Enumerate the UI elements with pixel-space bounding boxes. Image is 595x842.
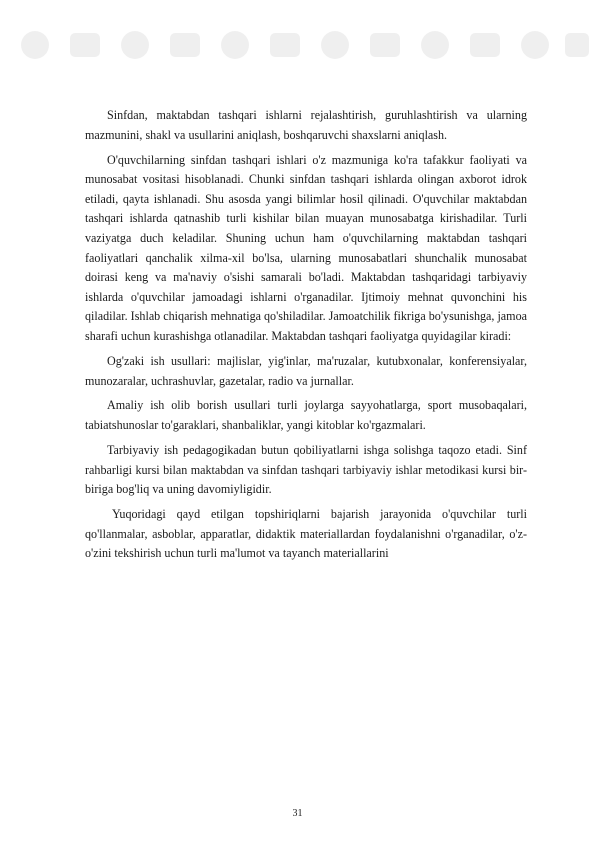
page-number: 31 (292, 808, 303, 819)
paragraph: Tarbiyaviy ish pedagogikadan butun qobiliyatlarni ishga solishga taqozo etadi. Sinf rahbarligi kursi bilan maktabdan va sinfdan tashqari tarbiyaviy ishlar metodikasi kursi bir-biriga bog'liq va uning davomiyligidir. (85, 443, 527, 497)
body-text (85, 106, 527, 569)
paragraph: Yuqoridagi qayd etilgan topshiriqlarni bajarish jarayonida o'quvchilar turli qo'llanmalar, asboblar, apparatlar, didaktik materiallardan foydalanishni o'rganadilar, o'z-o'zini tekshirish uchun turli ma'lumot va tayanch materiallarini (85, 507, 527, 561)
paragraph: Og'zaki ish usullari: majlislar, yig'inlar, ma'ruzalar, kutubxonalar, konferensiyalar, munozaralar, uchrashuvlar, gazetalar, radio va jurnallar. (85, 353, 527, 388)
paragraph: Amaliy ish olib borish usullari turli joylarga sayyohatlarga, sport musobaqalari, tabiatshunoslar to'garaklari, shanbaliklar, yangi kitoblar ko'rgazmalari. (85, 398, 527, 433)
watermark-logo (0, 0, 595, 95)
paragraph: Sinfdan, maktabdan tashqari ishlarni rejalashtirish, guruhlashtirish va ularning mazmunini, shakl va usullarini aniqlash, boshqaruvchi shaxslarni aniqlash. (85, 108, 527, 142)
paragraph: O'quvchilarning sinfdan tashqari ishlari o'z mazmuniga ko'ra tafakkur faoliyati va munosabat vositasi hisoblanadi. Chunki sinfdan tashqari ishlarda olingan axborot idrok etiladi, qayta ishlanadi. Shu asosda yangi bilimlar hosil qilinadi. O'quvchilar maktabdan tashqari ishlarda qatnashib turli kishilar bilan muayan munosabatga kirishadilar. Turli vaziyatga duch keladilar. Shuning uchun ham o'quvchilarning maktabdan tashqari faoliyatlari qanchalik xilma-xil bo'lsa, ularning munosabatlari shunchalik munosabat doirasi keng va ma'naviy o'sishi samarali bo'ladi. Maktabdan tashqaridagi tarbiyaviy ishlarda o'quvchilar jamoadagi ishlarni o'rganadilar. Ijtimoiy mehnat quvonchini his qiladilar. Ishlab chiqarish mehnatiga qo'shiladilar. Jamoatchilik fikriga bo'ysunishga, jamoa sharafi uchun kurashishga otlanadilar. Maktabdan tashqari faoliyatga quyidagilar kiradi: (85, 152, 527, 343)
